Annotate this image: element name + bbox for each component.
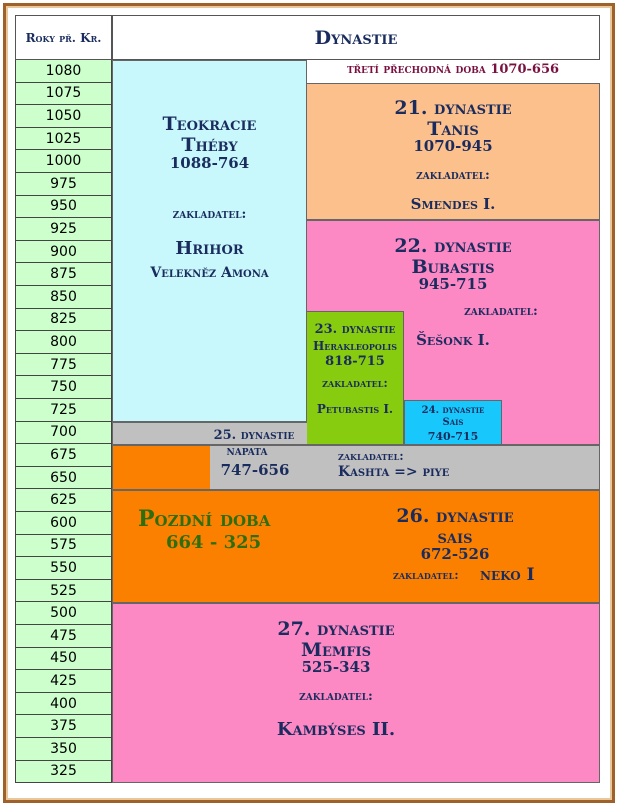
dynasty-21-block bbox=[306, 83, 600, 220]
years-column-header-label: Roky př. Kr. bbox=[25, 30, 102, 45]
year-cell: 800 bbox=[15, 331, 112, 354]
theocracy-thebes-block bbox=[112, 60, 307, 422]
dynasty-21-title: 21. dynastie bbox=[394, 97, 512, 119]
year-cell: 325 bbox=[15, 761, 112, 784]
year-cell: 350 bbox=[15, 738, 112, 761]
year-cell: 400 bbox=[15, 693, 112, 716]
year-cell: 625 bbox=[15, 489, 112, 512]
theocracy-founder: Hrihor bbox=[175, 238, 244, 259]
dynasty-23-block bbox=[306, 311, 404, 445]
year-cell: 375 bbox=[15, 715, 112, 738]
dynasty-25-years: 747-656 bbox=[220, 461, 290, 479]
year-cell: 825 bbox=[15, 309, 112, 332]
dynasty-27-block bbox=[112, 603, 600, 783]
dynasty-24-place: Sais bbox=[442, 417, 464, 428]
year-cell: 475 bbox=[15, 625, 112, 648]
dynasty-23-founder: Petubastis I. bbox=[316, 402, 394, 416]
dynasty-26-founder: neko I bbox=[480, 565, 535, 585]
dynasty-22-years: 945-715 bbox=[418, 275, 488, 293]
year-cell: 600 bbox=[15, 512, 112, 535]
year-cell: 575 bbox=[15, 535, 112, 558]
year-cell: 425 bbox=[15, 670, 112, 693]
late-period-band bbox=[112, 445, 210, 490]
dynasty-26-founder-label: zakladatel: bbox=[393, 568, 459, 582]
year-cell: 1025 bbox=[15, 128, 112, 151]
dynasty-column-header-label: Dynastie bbox=[314, 26, 398, 49]
year-cell: 900 bbox=[15, 241, 112, 264]
year-cell: 875 bbox=[15, 263, 112, 286]
dynasty-21-place: Tanis bbox=[427, 118, 479, 140]
dynasty-21-founder: Smendes I. bbox=[410, 195, 496, 213]
year-cell: 775 bbox=[15, 354, 112, 377]
late-period-title: Pozdní doba bbox=[138, 506, 271, 532]
dynasty-22-place: Bubastis bbox=[411, 256, 495, 278]
year-cell: 675 bbox=[15, 444, 112, 467]
dynasty-27-years: 525-343 bbox=[301, 658, 371, 676]
dynasty-24-block bbox=[404, 400, 502, 445]
year-cell: 525 bbox=[15, 580, 112, 603]
year-cell: 725 bbox=[15, 399, 112, 422]
dynasty-24-title: 24. dynastie bbox=[421, 405, 485, 416]
year-cell: 1050 bbox=[15, 105, 112, 128]
dynasty-23-founder-label: zakladatel: bbox=[322, 376, 388, 390]
dynasty-26-place: sais bbox=[437, 526, 473, 548]
dynasty-24-years: 740-715 bbox=[427, 430, 479, 443]
dynasty-23-place: Herakleopolis bbox=[312, 339, 398, 353]
dynasty-22-founder: Šešonk I. bbox=[416, 331, 490, 349]
year-cell: 650 bbox=[15, 467, 112, 490]
late-period-years: 664 - 325 bbox=[166, 532, 262, 553]
year-cell: 950 bbox=[15, 196, 112, 219]
year-cell: 975 bbox=[15, 173, 112, 196]
year-cell: 500 bbox=[15, 602, 112, 625]
theocracy-founder-title: Velekněz Amona bbox=[150, 265, 269, 281]
years-column-header bbox=[15, 15, 112, 60]
theocracy-place: Théby bbox=[181, 134, 238, 156]
year-cell: 750 bbox=[15, 376, 112, 399]
dynasty-27-founder-label: zakladatel: bbox=[299, 689, 373, 704]
dynasty-25-founder-label: zakladatel: bbox=[338, 449, 404, 463]
year-cell: 850 bbox=[15, 286, 112, 309]
theocracy-years: 1088-764 bbox=[169, 154, 250, 172]
dynasty-25-title: 25. dynastie bbox=[213, 428, 295, 443]
dynasty-26-years: 672-526 bbox=[420, 545, 490, 563]
dynasty-21-founder-label: zakladatel: bbox=[416, 168, 490, 183]
year-cell: 700 bbox=[15, 422, 112, 445]
dynasty-23-title: 23. dynastie bbox=[314, 322, 396, 337]
theocracy-founder-label: zakladatel: bbox=[172, 207, 247, 222]
dynasty-23-years: 818-715 bbox=[325, 354, 385, 369]
year-cell: 550 bbox=[15, 557, 112, 580]
dynasty-27-founder: Kambýses II. bbox=[276, 719, 396, 740]
dynasty-27-place: Memfis bbox=[300, 639, 372, 661]
year-cell: 1000 bbox=[15, 150, 112, 173]
year-cell: 1080 bbox=[15, 60, 112, 83]
dynasty-22-title: 22. dynastie bbox=[394, 235, 512, 257]
theocracy-title: Teokracie bbox=[162, 113, 257, 135]
year-cell: 1075 bbox=[15, 83, 112, 106]
dynasty-column-header bbox=[112, 15, 600, 60]
year-cell: 450 bbox=[15, 648, 112, 671]
third-intermediate-period-label: třetí přechodná doba 1070-656 bbox=[346, 62, 560, 77]
dynasty-25-place: napata bbox=[226, 444, 268, 459]
dynasty-27-title: 27. dynastie bbox=[277, 618, 395, 640]
dynasty-22-founder-label: zakladatel: bbox=[464, 304, 538, 319]
dynasty-26-title: 26. dynastie bbox=[396, 505, 514, 527]
year-cell: 925 bbox=[15, 218, 112, 241]
dynasty-21-years: 1070-945 bbox=[413, 137, 493, 155]
dynasty-25-founder: Kashta => piye bbox=[338, 464, 450, 480]
